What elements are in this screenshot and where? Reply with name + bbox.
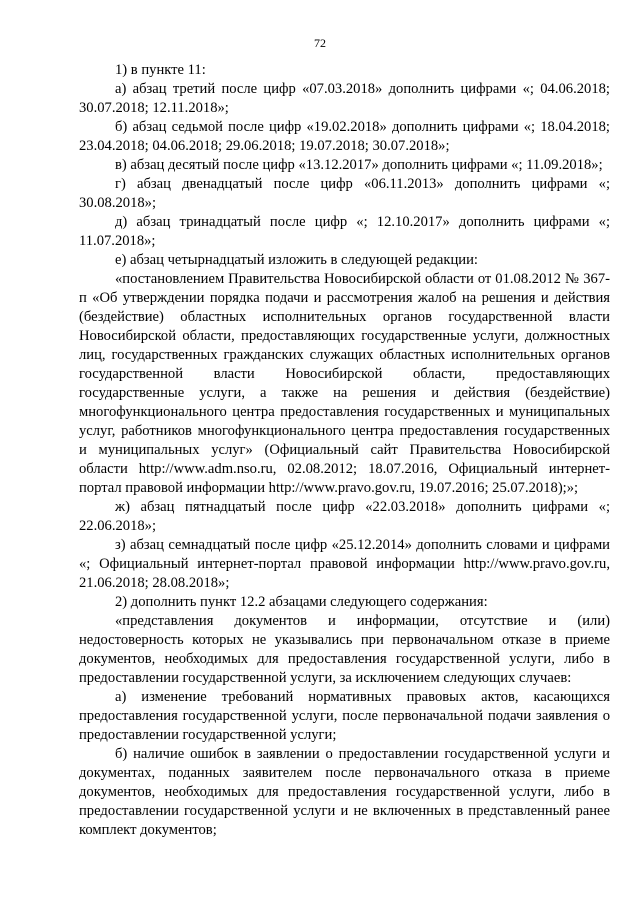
paragraph-subitem-e: е) абзац четырнадцатый изложить в следующей редакции:: [115, 252, 478, 268]
paragraph-quoted-redaction: «постановлением Правительства Новосибирской области от 01.08.2012 № 367-п «Об утверждении порядка подачи и рассмотрения жалоб на решения и действия (бездействие) областных исполнительных органов государственной власти Новосибирской области, предоставляющих государственные услуги, должностных лиц, государственных гражданских служащих областных исполнительных органов государственной власти Новосибирской области, предоставляющих государственные услуги, а также на решения и действия (бездействие) многофункционального центра предоставления государственных и муниципальных услуг, работников многофункционального центра предоставления государственных и муниципальных услуг» (Официальный сайт Правительства Новосибирской области http://www.adm.nso.ru, 02.08.2012; 18.07.2016, Официальный интернет-портал правовой информации http://www.pravo.gov.ru, 19.07.2016; 25.07.2018);»;: [79, 271, 610, 496]
paragraph-item-2: 2) дополнить пункт 12.2 абзацами следующего содержания:: [115, 594, 488, 610]
page-number: 72: [314, 36, 326, 50]
paragraph-case-a: а) изменение требований нормативных правовых актов, касающихся предоставления государственной услуги, после первоначальной подачи заявления о предоставлении государственной услуги;: [79, 689, 610, 743]
paragraph-subitem-g: г) абзац двенадцатый после цифр «06.11.2013» дополнить цифрами «; 30.08.2018»;: [79, 176, 610, 211]
paragraph-subitem-a: а) абзац третий после цифр «07.03.2018» дополнить цифрами «; 04.06.2018; 30.07.2018; 12.11.2018»;: [79, 81, 610, 116]
paragraph-case-b: б) наличие ошибок в заявлении о предоставлении государственной услуги и документах, поданных заявителем после первоначального отказа в приеме документов, необходимых для предоставления государственной услуги, либо в предоставлении государственной услуги и не включенных в представленный ранее комплект документов;: [79, 746, 610, 838]
paragraph-subitem-zh: ж) абзац пятнадцатый после цифр «22.03.2018» дополнить цифрами «; 22.06.2018»;: [79, 499, 610, 534]
paragraph-quoted-addition: «представления документов и информации, отсутствие и (или) недостоверность которых не указывались при первоначальном отказе в приеме документов, необходимых для предоставления государственной услуги, либо в предоставлении государственной услуги, за исключением следующих случаев:: [79, 613, 610, 686]
document-body: [79, 61, 610, 840]
paragraph-subitem-d: д) абзац тринадцатый после цифр «; 12.10.2017» дополнить цифрами «; 11.07.2018»;: [79, 214, 610, 249]
paragraph-subitem-b: б) абзац седьмой после цифр «19.02.2018» дополнить цифрами «; 18.04.2018; 23.04.2018; 04.06.2018; 29.06.2018; 19.07.2018; 30.07.2018»;: [79, 119, 610, 154]
paragraph-subitem-z: з) абзац семнадцатый после цифр «25.12.2014» дополнить словами и цифрами «; Официальный интернет-портал правовой информации http://www.pravo.gov.ru, 21.06.2018; 28.08.2018»;: [79, 537, 610, 591]
paragraph-subitem-v: в) абзац десятый после цифр «13.12.2017» дополнить цифрами «; 11.09.2018»;: [115, 157, 603, 173]
paragraph-item-1: 1) в пункте 11:: [115, 62, 206, 78]
